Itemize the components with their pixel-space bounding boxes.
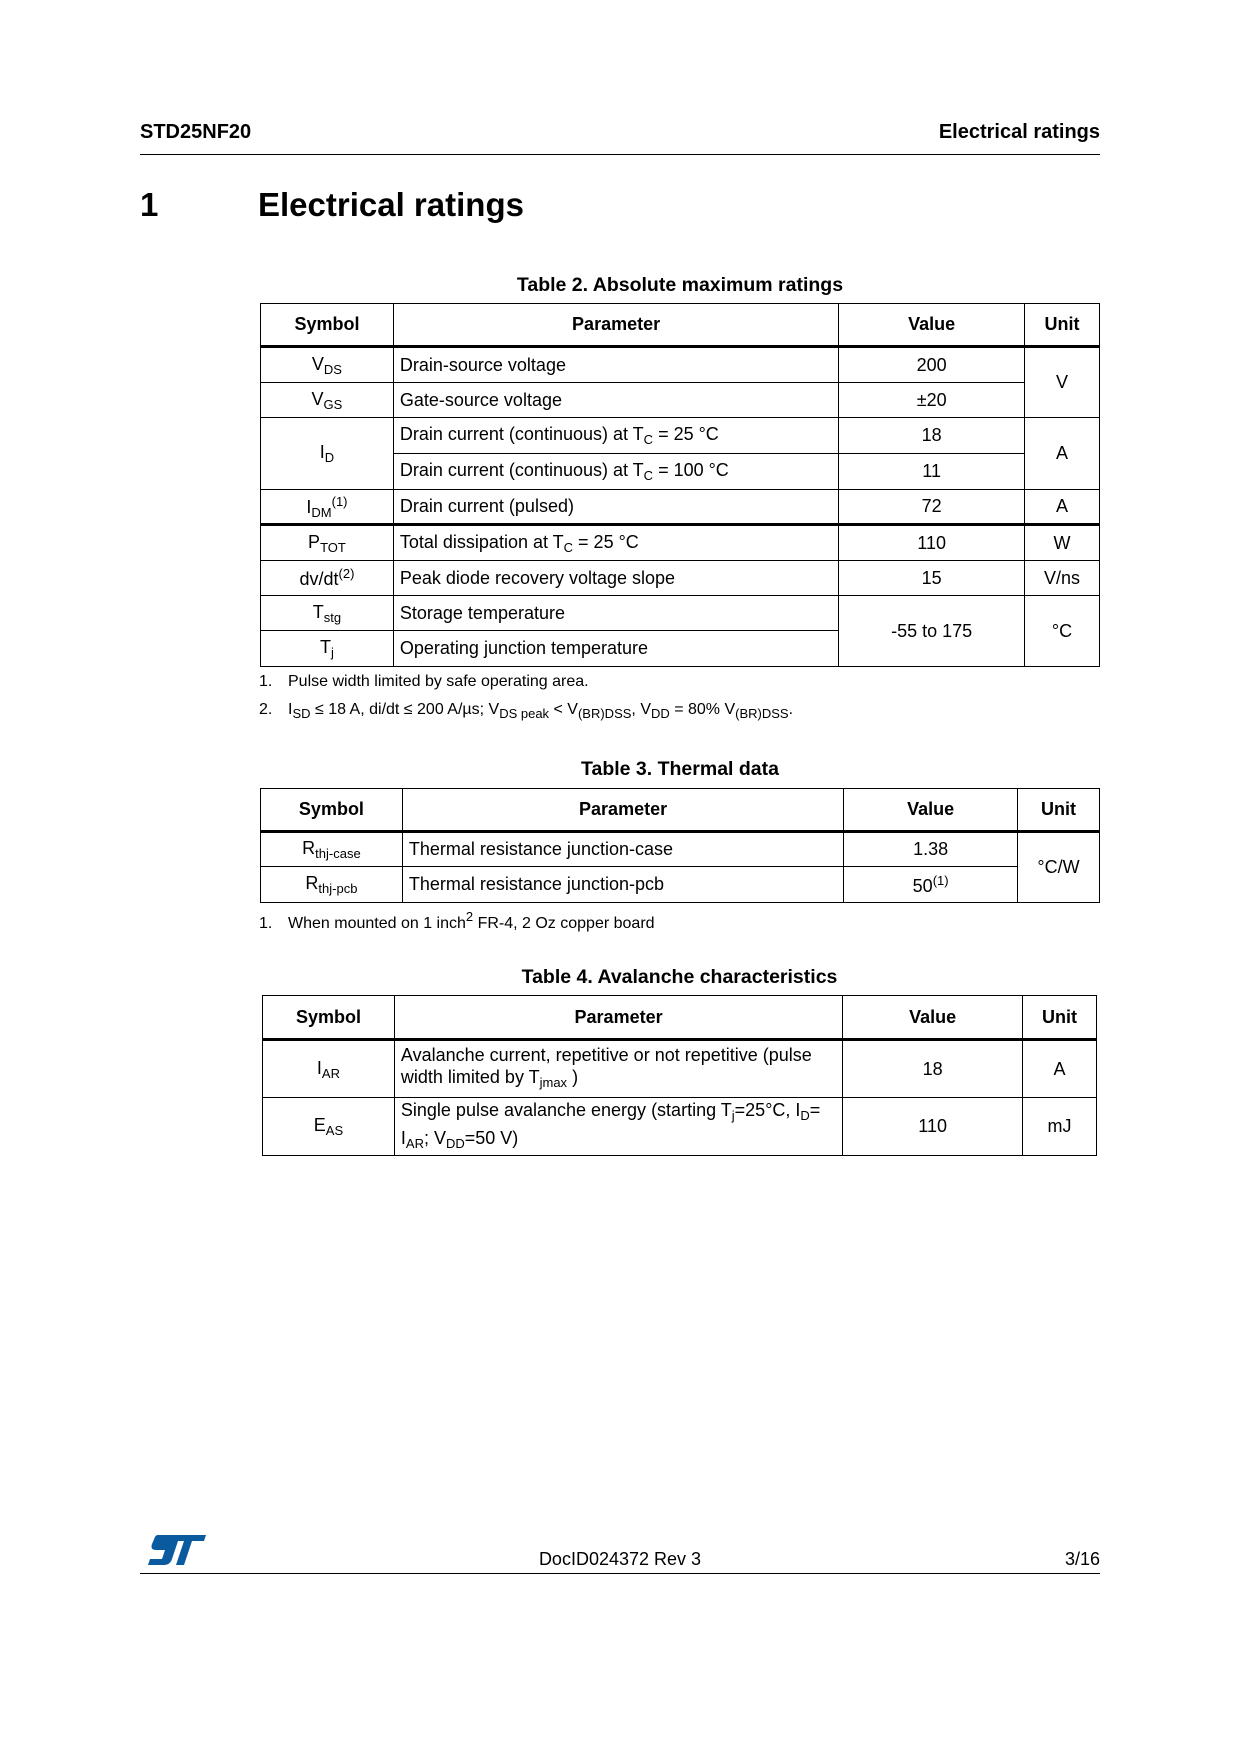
text-segment: V bbox=[311, 388, 324, 409]
footnote-text bbox=[288, 673, 589, 690]
table-row bbox=[261, 418, 1100, 454]
table-row bbox=[261, 867, 1100, 903]
subscript: DM bbox=[311, 504, 332, 520]
parameter-cell bbox=[393, 454, 838, 490]
unit-cell: W bbox=[1025, 525, 1100, 561]
footer-rule bbox=[140, 1573, 1100, 1574]
text-segment: Operating junction temperature bbox=[399, 638, 649, 658]
text-segment: < V bbox=[549, 701, 578, 718]
value-cell: -55 to 175 bbox=[839, 596, 1025, 667]
footnote bbox=[259, 701, 793, 721]
subscript: TOT bbox=[320, 539, 346, 555]
text-segment: , V bbox=[631, 701, 651, 718]
text-segment: I bbox=[288, 701, 293, 718]
subscript: (BR)DSS bbox=[577, 706, 632, 721]
subscript: DS peak bbox=[499, 706, 550, 721]
footnote-text bbox=[288, 701, 794, 721]
header-section-name: Electrical ratings bbox=[938, 121, 1100, 143]
text-segment: When mounted on 1 inch bbox=[288, 915, 466, 932]
text-segment: R bbox=[302, 838, 316, 858]
col-parameter: Parameter bbox=[402, 789, 843, 832]
subscript: AS bbox=[325, 1123, 344, 1138]
text-segment: Single pulse avalanche energy (starting T bbox=[400, 1099, 732, 1120]
subscript: C bbox=[563, 539, 574, 555]
subscript: AR bbox=[321, 1065, 340, 1081]
parameter-cell bbox=[393, 631, 838, 667]
subscript: DD bbox=[650, 706, 670, 721]
unit-cell: °C bbox=[1025, 596, 1100, 667]
col-unit: Unit bbox=[1018, 789, 1100, 832]
table-row bbox=[263, 1098, 1097, 1156]
thermal-data-table bbox=[260, 788, 1100, 903]
footnote-text bbox=[288, 909, 655, 932]
table-row bbox=[261, 347, 1100, 383]
unit-cell: V/ns bbox=[1025, 561, 1100, 596]
text-segment: Thermal resistance junction-case bbox=[408, 839, 673, 859]
parameter-cell bbox=[393, 561, 838, 596]
text-segment: I bbox=[316, 1057, 322, 1078]
col-symbol: Symbol bbox=[261, 789, 403, 832]
page-number: 3/16 bbox=[1064, 1549, 1100, 1569]
text-segment: = I bbox=[400, 1099, 821, 1148]
subscript: C bbox=[643, 432, 654, 447]
text-segment: FR-4, 2 Oz copper board bbox=[473, 915, 655, 932]
superscript: (1) bbox=[331, 493, 348, 509]
parameter-cell bbox=[394, 1098, 842, 1156]
text-segment: Drain-source voltage bbox=[399, 354, 566, 375]
header-doc-name: STD25NF20 bbox=[140, 121, 252, 143]
superscript: 2 bbox=[465, 909, 474, 924]
text-segment: R bbox=[305, 873, 319, 893]
absolute-maximum-ratings-table bbox=[260, 303, 1100, 667]
section-title: Electrical ratings bbox=[258, 186, 524, 223]
symbol-cell bbox=[261, 832, 403, 867]
symbol-cell bbox=[261, 596, 394, 631]
subscript: DD bbox=[445, 1135, 465, 1151]
footnote bbox=[259, 909, 655, 933]
text-segment: I bbox=[306, 496, 312, 517]
footnote-number: 1. bbox=[259, 915, 273, 932]
col-parameter: Parameter bbox=[394, 996, 842, 1040]
text-segment: dv/dt bbox=[299, 569, 339, 589]
subscript: jmax bbox=[539, 1075, 568, 1090]
text-segment: E bbox=[313, 1115, 326, 1135]
footer-doc-id: DocID024372 Rev 3 bbox=[538, 1549, 702, 1569]
text-segment: = 25 °C bbox=[653, 424, 719, 444]
text-segment: Drain current (continuous) at T bbox=[399, 424, 644, 444]
value-cell: 110 bbox=[843, 1098, 1023, 1156]
subscript: D bbox=[324, 450, 335, 465]
parameter-cell bbox=[393, 490, 838, 525]
table-row bbox=[261, 832, 1100, 867]
text-segment: ; V bbox=[423, 1127, 446, 1148]
text-segment: Avalanche current, repetitive or not repetitive (pulse width limited by T bbox=[400, 1045, 812, 1087]
text-segment: P bbox=[308, 531, 321, 552]
value-cell bbox=[844, 832, 1018, 867]
unit-cell: A bbox=[1025, 490, 1100, 525]
text-segment: T bbox=[312, 601, 324, 622]
col-unit: Unit bbox=[1023, 996, 1097, 1040]
col-symbol: Symbol bbox=[263, 996, 395, 1040]
text-segment: =25°C, I bbox=[734, 1099, 801, 1120]
unit-cell: A bbox=[1025, 418, 1100, 490]
subscript: j bbox=[731, 1107, 735, 1123]
text-segment: V bbox=[311, 353, 324, 374]
subscript: stg bbox=[323, 609, 342, 625]
subscript: GS bbox=[323, 396, 343, 412]
table-row bbox=[261, 596, 1100, 631]
table-row bbox=[261, 490, 1100, 525]
symbol-cell bbox=[261, 561, 394, 596]
table2-caption: Table 2. Absolute maximum ratings bbox=[516, 274, 844, 296]
subscript: SD bbox=[292, 706, 311, 721]
footnote-number: 2. bbox=[259, 701, 273, 718]
text-segment: T bbox=[320, 637, 331, 657]
parameter-cell bbox=[393, 418, 838, 454]
table3-caption: Table 3. Thermal data bbox=[581, 758, 779, 780]
footnote-number: 1. bbox=[259, 673, 273, 690]
text-segment: ) bbox=[567, 1067, 579, 1087]
symbol-cell bbox=[261, 383, 394, 418]
symbol-cell bbox=[263, 1098, 395, 1156]
value-cell: 200 bbox=[839, 347, 1025, 383]
text-segment: Storage temperature bbox=[399, 602, 565, 623]
value-cell: 18 bbox=[843, 1040, 1023, 1098]
subscript: (BR)DSS bbox=[735, 706, 789, 721]
avalanche-characteristics-table bbox=[262, 995, 1097, 1156]
text-segment: 50 bbox=[912, 875, 933, 896]
value-cell: 110 bbox=[839, 525, 1025, 561]
col-parameter: Parameter bbox=[393, 304, 838, 347]
text-segment: ≤ 18 A, di/dt ≤ 200 A/µs; V bbox=[310, 701, 500, 718]
text-segment: = 100 °C bbox=[653, 460, 729, 480]
subscript: D bbox=[800, 1107, 810, 1123]
table-row bbox=[263, 1040, 1097, 1098]
parameter-cell bbox=[394, 1040, 842, 1098]
text-segment: . bbox=[788, 701, 794, 718]
header-rule bbox=[140, 154, 1100, 155]
unit-cell: V bbox=[1025, 347, 1100, 418]
text-segment: =50 V) bbox=[464, 1127, 519, 1148]
table-row bbox=[261, 525, 1100, 561]
symbol-cell bbox=[261, 418, 394, 490]
section-number: 1 bbox=[140, 186, 159, 223]
value-cell bbox=[844, 867, 1018, 903]
table-row bbox=[261, 561, 1100, 596]
subscript: C bbox=[643, 468, 654, 483]
text-segment: Gate-source voltage bbox=[399, 389, 562, 410]
subscript: thj-case bbox=[315, 846, 361, 861]
text-segment: Peak diode recovery voltage slope bbox=[399, 567, 676, 588]
subscript: AR bbox=[405, 1135, 424, 1151]
text-segment: Drain current (pulsed) bbox=[399, 496, 574, 516]
value-cell: 18 bbox=[839, 418, 1025, 454]
text-segment: I bbox=[319, 442, 325, 462]
text-segment: = 25 °C bbox=[573, 531, 639, 552]
col-symbol: Symbol bbox=[261, 304, 394, 347]
text-segment: Drain current (continuous) at T bbox=[399, 460, 644, 480]
value-cell: ±20 bbox=[839, 383, 1025, 418]
symbol-cell bbox=[261, 490, 394, 525]
parameter-cell bbox=[402, 867, 843, 903]
subscript: DS bbox=[323, 361, 342, 377]
superscript: (1) bbox=[932, 872, 949, 888]
symbol-cell bbox=[261, 525, 394, 561]
parameter-cell bbox=[402, 832, 843, 867]
text-segment: Total dissipation at T bbox=[399, 531, 564, 552]
value-cell: 72 bbox=[839, 490, 1025, 525]
subscript: thj-pcb bbox=[318, 881, 358, 896]
symbol-cell bbox=[261, 867, 403, 903]
value-cell: 11 bbox=[839, 454, 1025, 490]
col-value: Value bbox=[839, 304, 1025, 347]
unit-cell: °C/W bbox=[1018, 832, 1100, 903]
col-value: Value bbox=[843, 996, 1023, 1040]
subscript: j bbox=[331, 645, 334, 660]
table4-caption: Table 4. Avalanche characteristics bbox=[521, 966, 838, 988]
value-cell: 15 bbox=[839, 561, 1025, 596]
unit-cell: A bbox=[1023, 1040, 1097, 1098]
symbol-cell bbox=[263, 1040, 395, 1098]
symbol-cell bbox=[261, 347, 394, 383]
unit-cell: mJ bbox=[1023, 1098, 1097, 1156]
text-segment: 1.38 bbox=[913, 839, 949, 859]
superscript: (2) bbox=[338, 566, 355, 581]
parameter-cell bbox=[393, 596, 838, 631]
parameter-cell bbox=[393, 525, 838, 561]
footnote bbox=[259, 673, 589, 691]
text-segment: Thermal resistance junction-pcb bbox=[408, 874, 664, 894]
symbol-cell bbox=[261, 631, 394, 667]
parameter-cell bbox=[393, 383, 838, 418]
parameter-cell bbox=[393, 347, 838, 383]
text-segment: = 80% V bbox=[669, 701, 736, 718]
col-value: Value bbox=[844, 789, 1018, 832]
text-segment: Pulse width limited by safe operating area. bbox=[288, 673, 589, 690]
table-row bbox=[261, 383, 1100, 418]
col-unit: Unit bbox=[1025, 304, 1100, 347]
